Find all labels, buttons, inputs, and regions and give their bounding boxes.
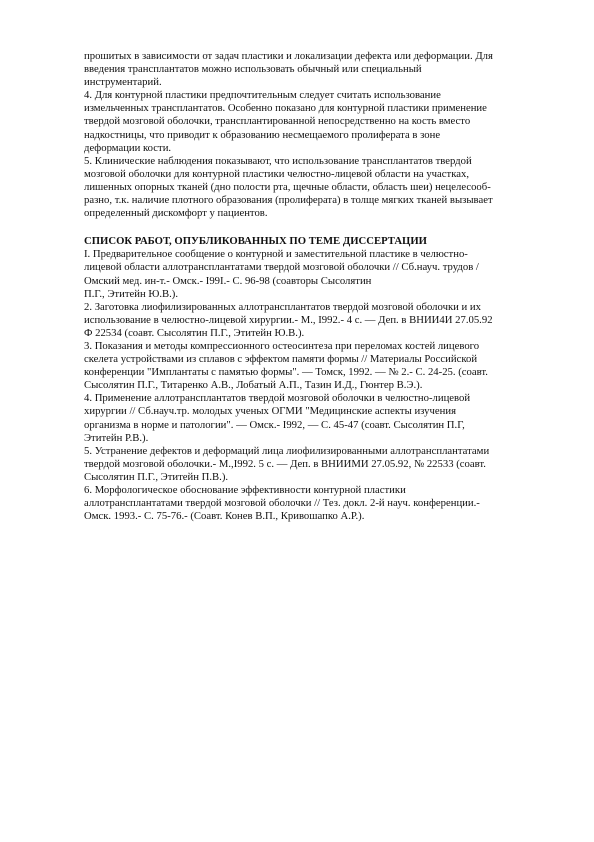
- paragraph-conclusion-5: 5. Клинические наблюдения показывают, что использование трансплантатов твердой мозговой оболочки для контурной пластики челюстно-лицевой области на участках, лишенных опорных тканей (дно полости рта, щечные области, область шеи) нецелесооб- разно, т.к. наличие плотного образования (пролиферата) в толще мягких тканей вызывает определенный дискомфорт у пациентов.: [84, 154, 493, 220]
- publication-item-1: I. Предварительное сообщение о контурной и заместительной пластике в челюстно- лицевой области аллотрансплантатами твердой мозговой оболочки // Сб.науч. трудов / Омский мед. ин-т.- Омск.- I99I.- С. 96-98 (соавторы Сысолятин П.Г., Этитейн Ю.В.).: [84, 248, 479, 300]
- publication-item-3: 3. Показания и методы компрессионного остеосинтеза при переломах костей лицевого скелета устройствами из сплавов с эффектом памяти формы // Материалы Российской конференции "Имплантаты с памятью формы". — Томск, 1992. — № 2.- С. 24-25. (соавт. Сысолятин П.Г., Титаренко А.В., Лобатый А.П., Тазин И.Д., Гюнтер В.Э.).: [84, 339, 488, 392]
- publication-item-2: 2. Заготовка лиофилизированных аллотрансплантатов твердой мозговой оболочки и их использование в челюстно-лицевой хирургии.- М., I992.- 4 с. — Деп. в ВНИИ4И 27.05.92 Ф 22534 (соавт. Сысолятин П.Г., Этитейн Ю.В.).: [84, 300, 493, 339]
- publications-heading: СПИСОК РАБОТ, ОПУБЛИКОВАННЫХ ПО ТЕМЕ ДИССЕРТАЦИИ: [84, 235, 427, 248]
- publication-item-4: 4. Применение аллотрансплантатов твердой мозговой оболочки в челюстно-лицевой хирургии // Сб.науч.тр. молодых ученых ОГМИ "Медицинские аспекты изучения организма в норме и патологии". — Омск.- I992, — С. 45-47 (соавт. Сысолятин П.Г, Этитейн Р.В.).: [84, 392, 471, 444]
- document-page: [84, 50, 554, 523]
- publications-list: [84, 248, 554, 523]
- paragraph-continuation: прошитых в зависимости от задач пластики и локализации дефекта или деформации. Для введения трансплантатов можно использовать обычный или специальный инструментарий.: [84, 50, 493, 89]
- publication-item-5: 5. Устранение дефектов и деформаций лица лиофилизированными аллотрансплантатами твердой мозговой оболочки.- М.,I992. 5 с. — Деп. в ВНИИМИ 27.05.92, № 22533 (соавт. Сысолятин П.Г., Этитейн П.В.).: [84, 444, 490, 483]
- publication-item-6: 6. Морфологическое обоснование эффективности контурной пластики аллотрансплантатами твердой мозговой оболочки // Тез. докл. 2-й науч. конференции.- Омск. 1993.- С. 75-76.- (Соавт. Конев В.П., Кривошапко А.Р.).: [84, 484, 480, 523]
- paragraph-conclusion-4: 4. Для контурной пластики предпочтительным следует считать использование измельченных трансплантатов. Особенно показано для контурной пластики применение твердой мозговой оболочки, трансплантированной непосредственно на кость вместо надкостницы, что приводит к образованию несмещаемого пролиферата в зоне деформации кости.: [84, 89, 487, 154]
